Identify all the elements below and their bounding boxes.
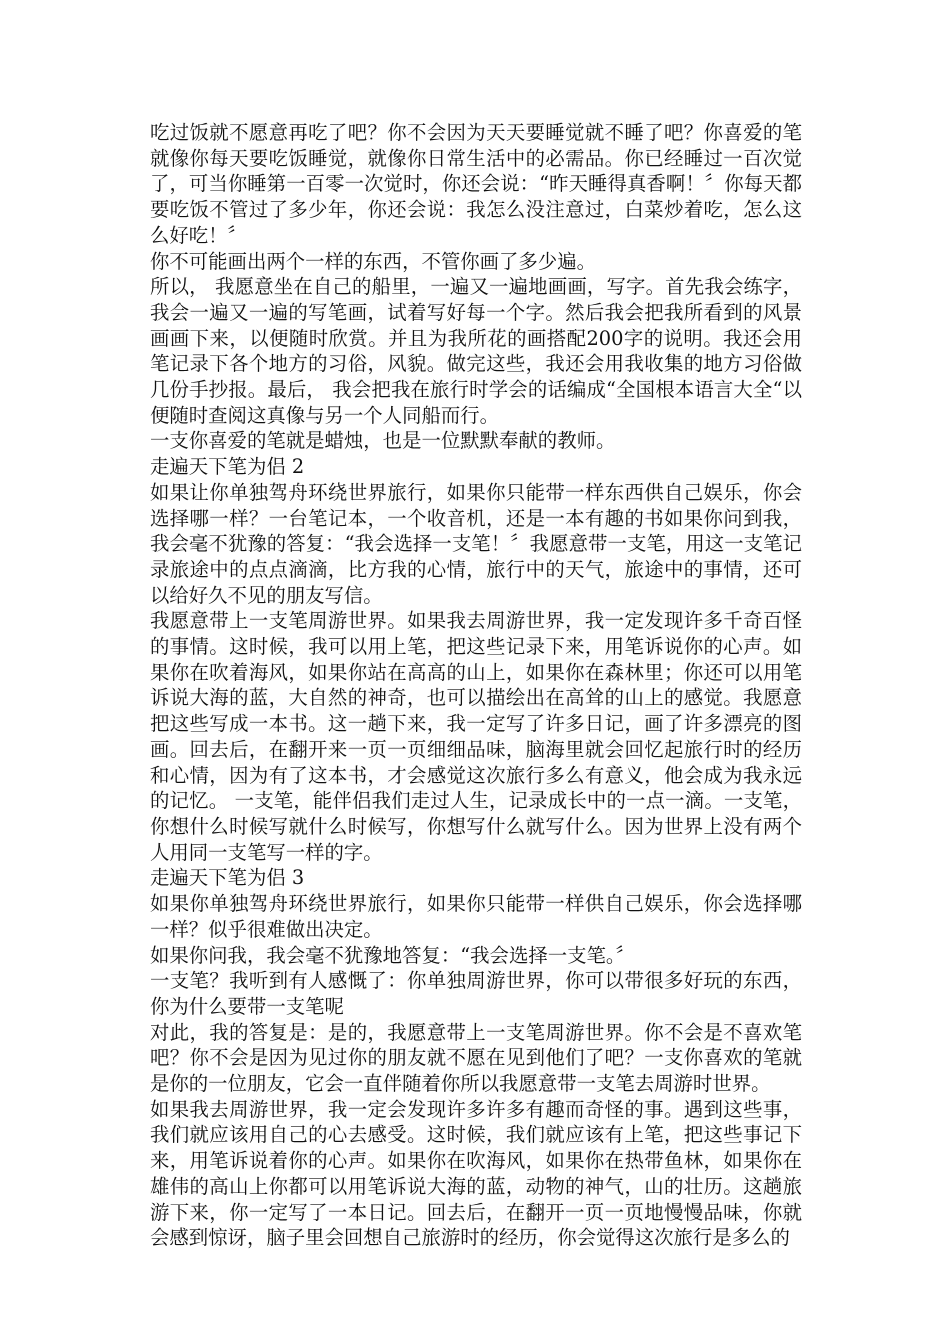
paragraph-hard-choice: 如果你单独驾舟环绕世界旅行，如果你只能带一样供自己娱乐，你会选择哪一样？似乎很难做出决定。: [150, 892, 802, 941]
paragraph-answer: 如果你问我，我会毫不犹豫地答复：“我会选择一支笔。〞: [150, 943, 635, 967]
paragraph-discoveries: 如果我去周游世界，我一定会发现许多许多有趣而奇怪的事。遇到这些事，我们就应该用自己的心去感受。这时候，我们就应该有上笔，把这些事记下来，用笔诉说着你的心声。如果你在吹海风，如果你在热带鱼林，如果你在雄伟的高山上你都可以用笔诉说大海的蓝，动物的神气，山的壮历。这趟旅游下来，你一定写了一本日记。回去后，在翻开一页一页地慢慢品味，你就会感到惊讶，脑子里会回想自己旅游时的经历，你会觉得这次旅行是多么的: [150, 1097, 802, 1250]
paragraph-candle: 一支你喜爱的笔就是蜡烛，也是一位默默奉献的教师。: [150, 429, 616, 453]
paragraph-why-pen: 一支笔？我听到有人感慨了：你单独周游世界，你可以带很多好玩的东西，你为什么要带一支笔呢: [150, 969, 802, 1018]
paragraph-continuation: 吃过饭就不愿意再吃了吧？你不会因为天天要睡觉就不睡了吧？你喜爱的笔就像你每天要吃饭睡觉，就像你日常生活中的必需品。你已经睡过一百次觉了，可当你睡第一百零一次觉时，你还会说：“昨天睡得真香啊！〞你每天都要吃饭不管过了多少年，你还会说：我怎么没注意过，白菜炒着吃，怎么这么好吃！〞: [150, 121, 802, 247]
section-heading-3: 走遍天下笔为侣 3: [150, 866, 305, 890]
paragraph-reply: 对此，我的答复是：是的，我愿意带上一支笔周游世界。你不会是不喜欢笔吧？你不会是因为见过你的朋友就不愿在见到他们了吧？一支你喜欢的笔就是你的一位朋友，它会一直伴随着你所以我愿意带一支笔去周游时世界。: [150, 1020, 802, 1096]
paragraph-choose-pen: 如果让你单独驾舟环绕世界旅行，如果你只能带一样东西供自己娱乐，你会选择哪一样？一台笔记本，一个收音机，还是一本有趣的书如果你问到我，我会毫不犹豫的答复：“我会选择一支笔！〞我愿意带一支笔，用这一支笔记录旅途中的点点滴滴，比方我的心情，旅行中的天气，旅途中的事情，还可以给好久不见的朋友写信。: [150, 480, 802, 607]
paragraph-travel-world: 我愿意带上一支笔周游世界。如果我去周游世界，我一定发现许多千奇百怪的事情。这时候，我可以用上笔，把这些记录下来，用笔诉说你的心声。如果你在吹着海风，如果你站在高高的山上，如果你在森林里；你还可以用笔诉说大海的蓝，大自然的神奇，也可以描绘出在高耸的山上的感觉。我愿意把这些写成一本书。这一趟下来，我一定写了许多日记，画了许多漂亮的图画。回去后，在翻开来一页一页细细品味，脑海里就会回忆起旅行时的经历和心情，因为有了这本书，才会感觉这次旅行多么有意义，他会成为我永远的记忆。 一支笔，能伴侣我们走过人生，记录成长中的一点一滴。一支笔，你想什么时候写就什么时候写，你想写什么就写什么。因为世界上没有两个人用同一支笔写一样的字。: [150, 609, 802, 864]
document-page: [150, 120, 802, 1251]
paragraph-boat-drawing: 所以， 我愿意坐在自己的船里，一遍又一遍地画画，写字。首先我会练字，我会一遍又一遍的写笔画，试着写好每一个字。然后我会把我所看到的风景画画下来，以便随时欣赏。并且为我所花的画搭配200字的说明。我还会用笔记录下各个地方的习俗，风貌。做完这些，我还会用我收集的地方习俗做几份手抄报。最后， 我会把我在旅行时学会的话编成“全国根本语言大全“以便随时查阅这真像与另一个人同船而行。: [150, 275, 802, 427]
section-heading-2: 走遍天下笔为侣 2: [150, 455, 305, 479]
paragraph-unique-drawing: 你不可能画出两个一样的东西，不管你画了多少遍。: [150, 249, 596, 273]
